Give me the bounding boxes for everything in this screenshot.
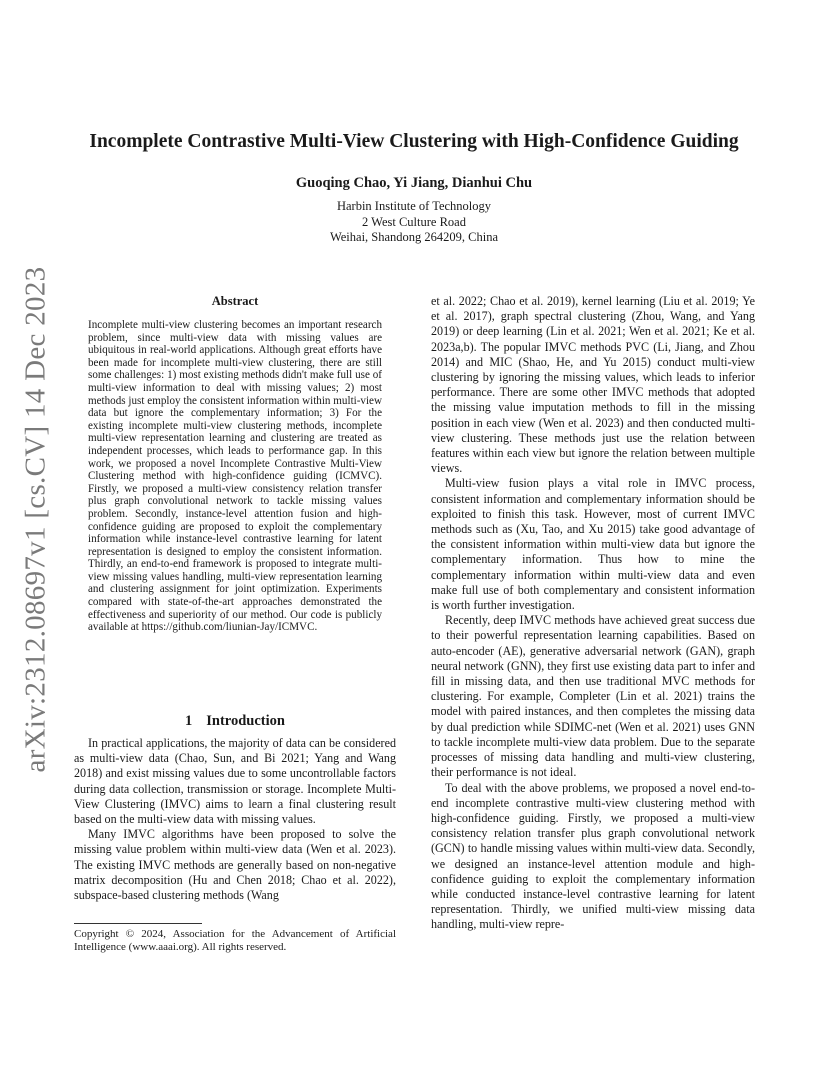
paper-title: Incomplete Contrastive Multi-View Clustering with High-Confidence Guiding [89,131,739,152]
paragraph: To deal with the above problems, we proposed a novel end-to-end incomplete contrastive multi-view clustering method with high-confidence guiding. Firstly, we proposed a multi-view consistency relation transfer plus graph convolutional network (GCN) to handle missing values within multi-view data. Secondly, we designed an instance-level attention module and high-confidence guiding to exploit the complementary information while conducted instance-level contrastive learning for latent representation. Thirdly, we unified multi-view missing data handling, multi-view repre- [431,780,755,932]
abstract-text: Incomplete multi-view clustering becomes an important research problem, since multi-view data with missing values are ubiquitous in real-world applications. Although great efforts have been made for incomplete multi-view clustering, there are still some challenges: 1) most existing methods didn't make full use of multi-view information to deal with missing values; 2) most methods just employ the consistent information within multi-view data but ignore the complementary information; 3) For the existing incomplete multi-view clustering methods, incomplete multi-view representation learning and clustering are treated as independent processes, which leads to performance gap. In this work, we proposed a novel Incomplete Contrastive Multi-View Clustering method with high-confidence guiding (ICMVC). Firstly, we proposed a multi-view consistency relation transfer plus graph convolutional network to tackle missing values problem. Secondly, instance-level attention fusion and high-confidence guiding are proposed to exploit the complementary information while instance-level contrastive learning for latent representation is designed to employ the consistent information. Thirdly, an end-to-end framework is proposed to integrate multi-view missing values handling, multi-view representation learning and clustering assignment for joint optimization. Experiments compared with state-of-the-art approaches demonstrated the effectiveness and superiority of our method. Our code is publicly available at https://github.com/liunian-Jay/ICMVC. [88,319,382,634]
affiliation [60,199,768,246]
copyright-footnote: Copyright © 2024, Association for the Advancement of Artificial Intelligence (www.aaai.org). All rights reserved. [74,928,396,954]
abstract-heading: Abstract [211,294,259,308]
section-number: 1 [185,713,193,729]
arxiv-stamp [14,266,58,772]
paragraph: In practical applications, the majority of data can be considered as multi-view data (Chao, Sun, and Bi 2021; Yang and Wang 2018) and exist missing values due to some uncontrollable factors during data collection, transmission or storage. Incomplete Multi-View Clustering (IMVC) aims to learn a final clustering result based on the multi-view data with missing values. [74,736,396,827]
paragraph: Multi-view fusion plays a vital role in IMVC process, consistent information and complementary information should be exploited to finish this task. However, most of current IMVC methods such as (Xu, Tao, and Xu 2015) take good advantage of the consistent information within multi-view data but ignore the complementary information. Thus how to mine the complementary information within multi-view data and even make full use of both complementary and consistent information is worth further investigation. [431,476,755,613]
paragraph: Recently, deep IMVC methods have achieved great success due to their powerful representation learning capabilities. Based on auto-encoder (AE), generative adversarial network (GAN), graph neural network (GNN), they first use existing data part to infer and fill in missing data, and then use traditional MVC methods for clustering. For example, Completer (Lin et al. 2021) trains the model with paired instances, and then completes the missing data by dual prediction while SDIMC-net (Wen et al. 2021) uses GNN to tackle incomplete multi-view data problem. Due to the separate processes of missing data handling and multi-view clustering, their performance is not ideal. [431,613,755,780]
arxiv-identifier[interactable]: arXiv:2312.08697v1 [cs.CV] 14 Dec 2023 [19,266,52,772]
abstract-body [88,319,382,634]
introduction-body [74,736,396,903]
affiliation-city: Weihai, Shandong 264209, China [329,230,499,244]
author-list: Guoqing Chao, Yi Jiang, Dianhui Chu [295,175,533,191]
right-column-body [431,294,755,933]
section-heading-introduction [74,712,396,730]
footnote-rule [74,923,202,924]
paragraph: Many IMVC algorithms have been proposed to solve the missing value problem within multi-view data (Wen et al. 2023). The existing IMVC methods are generally based on non-negative matrix decomposition (Hu and Chen 2018; Chao et al. 2022), subspace-based clustering methods (Wang [74,827,396,903]
affiliation-institution: Harbin Institute of Technology [336,199,492,213]
paragraph: et al. 2022; Chao et al. 2019), kernel learning (Liu et al. 2019; Ye et al. 2017), graph spectral clustering (Zhou, Wang, and Yang 2019) or deep learning (Lin et al. 2021; Wen et al. 2021; Ke et al. 2023a,b). The popular IMVC methods PVC (Li, Jiang, and Zhou 2014) and MIC (Shao, He, and Yu 2015) conduct multi-view clustering by ignoring the missing values, which leads to inferior performance. There are some other IMVC methods that adopted the missing value imputation methods to fill in the missing position in each view (Wen et al. 2023) and then conducted multi-view clustering. These methods just use the relation between features within each view but ignore the relation between multiple views. [431,294,755,476]
affiliation-street: 2 West Culture Road [362,214,466,229]
section-title: Introduction [206,713,285,729]
